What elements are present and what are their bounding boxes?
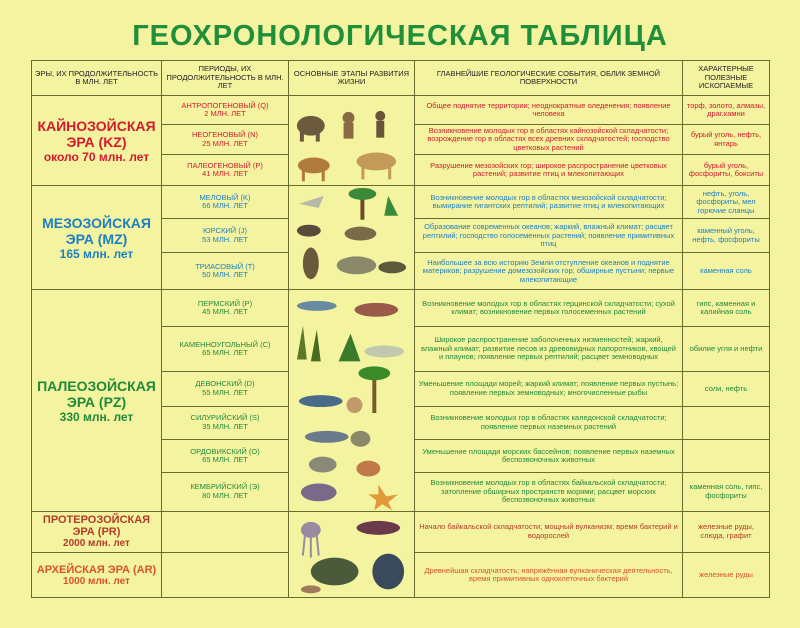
event-cell: Возникновение молодых гор в областях байкальской складчатости; затопление обширных пространств морями; расцвет морских беспозвоночных животных — [415, 472, 683, 511]
table-row — [32, 511, 770, 553]
period-cell — [162, 253, 289, 290]
header-minerals: ХАРАКТЕРНЫЕ ПОЛЕЗНЫЕ ИСКОПАЕМЫЕ — [683, 61, 770, 96]
event-cell: Древнейшая складчатость; напряжённая вулканическая деятельность, время примитивных одноклеточных бактерий — [415, 553, 683, 598]
period-name: НЕОГЕНОВЫЙ (N) — [191, 130, 259, 140]
period-duration: 25 МЛН. ЛЕТ — [202, 138, 248, 148]
period-name: АНТРОПОГЕНОВЫЙ (Q) — [181, 100, 269, 110]
era-cell-proterozoic — [32, 511, 162, 553]
life-illustration-cenozoic — [289, 96, 415, 186]
period-duration: 65 МЛН. ЛЕТ — [202, 455, 248, 465]
era-cell-paleozoic — [32, 290, 162, 511]
period-duration: 66 МЛН. ЛЕТ — [202, 201, 248, 211]
event-cell: Широкое распространение заболоченных низменностей; жаркий, влажный климат; развитие лесов из древовидных папоротников, хвощей и плаунов; появление первых рептилий; расцвет земноводных — [415, 327, 683, 372]
minerals-cell: железные руды — [683, 553, 770, 598]
period-name: КЕМБРИЙСКИЙ (Э) — [190, 482, 260, 492]
period-cell — [162, 440, 289, 473]
era-duration: около 70 млн. лет — [43, 149, 150, 164]
period-name: ЮРСКИЙ (J) — [203, 226, 247, 236]
minerals-cell: каменная соль, гипс, фосфориты — [683, 472, 770, 511]
event-cell: Образование современных океанов; жаркий, влажный климат; расцвет рептилий; господство голосеменных растений; появление примитивных птиц — [415, 219, 683, 253]
event-cell: Разрушение мезозойских гор; широкое распространение цветковых растений; развитие птиц и млекопитающих — [415, 155, 683, 186]
header-life: ОСНОВНЫЕ ЭТАПЫ РАЗВИТИЯ ЖИЗНИ — [289, 61, 415, 96]
minerals-cell: железные руды, слюда, графит — [683, 511, 770, 553]
minerals-cell: каменный уголь, нефть, фосфориты — [683, 219, 770, 253]
event-cell: Возникновение молодых гор в областях герцинской складчатости; сухой климат; возникновение первых голосеменных растений — [415, 290, 683, 327]
event-cell: Наибольшее за всю историю Земли отступление океанов и поднятие материков; разрушение домезозойских гор; обширные пустыни; первые млекопитающие — [415, 253, 683, 290]
period-duration: 65 МЛН. ЛЕТ — [202, 348, 248, 358]
period-cell — [162, 290, 289, 327]
era-duration: 330 млн. лет — [59, 409, 134, 424]
table-row — [32, 186, 770, 219]
era-name: ПАЛЕОЗОЙСКАЯ ЭРА (PZ) — [37, 377, 156, 410]
era-name: МЕЗОЗОЙСКАЯ ЭРА (MZ) — [42, 214, 151, 247]
minerals-cell: соли, нефть — [683, 371, 770, 406]
minerals-cell: гипс, каменная и калийная соль — [683, 290, 770, 327]
minerals-cell: торф, золото, алмазы, драг.камни — [683, 96, 770, 125]
minerals-cell: обилие угля и нефти — [683, 327, 770, 372]
period-duration: 53 МЛН. ЛЕТ — [202, 234, 248, 244]
table-row — [32, 96, 770, 125]
geochronological-table — [31, 60, 770, 598]
period-cell — [162, 96, 289, 125]
era-duration: 2000 млн. лет — [63, 538, 130, 550]
life-illustration-precambrian — [289, 511, 415, 597]
period-name: ТРИАСОВЫЙ (T) — [195, 261, 255, 271]
period-name: ОРДОВИКСКИЙ (O) — [190, 446, 260, 456]
minerals-cell — [683, 406, 770, 440]
period-name: МЕЛОВЫЙ (K) — [199, 192, 251, 202]
era-name: ПРОТЕРОЗОЙСКАЯ ЭРА (PR) — [42, 514, 151, 539]
era-duration: 1000 млн. лет — [63, 575, 130, 587]
event-cell: Возникновение молодых гор в областях мезозойской складчатости; вымирание гигантских рептилий; развитие птиц и млекопитающих — [415, 186, 683, 219]
period-name: ПАЛЕОГЕНОВЫЙ (P) — [187, 160, 263, 170]
life-illustration-mesozoic — [289, 186, 415, 290]
event-cell: Уменьшение площади морских бассейнов; появление первых наземных беспозвоночных животных — [415, 440, 683, 473]
minerals-cell — [683, 440, 770, 473]
period-cell-empty — [162, 553, 289, 598]
event-cell: Начало байкальской складчатости; мощный вулканизм; время бактерий и водорослей — [415, 511, 683, 553]
era-name: АРХЕЙСКАЯ ЭРА (AR) — [36, 563, 157, 576]
period-cell — [162, 155, 289, 186]
era-name: КАЙНОЗОЙСКАЯ ЭРА (KZ) — [37, 117, 156, 150]
event-cell: Возникновение молодых гор в областях каледонской складчатости; появление первых наземных растений — [415, 406, 683, 440]
minerals-cell: нефть, уголь, фосфориты, мел горючие сланцы — [683, 186, 770, 219]
period-duration: 45 МЛН. ЛЕТ — [202, 307, 248, 317]
period-cell — [162, 406, 289, 440]
era-cell-archean — [32, 553, 162, 598]
event-cell: Общее поднятие территории; неоднократные оледенения; появление человека — [415, 96, 683, 125]
event-cell: Возникновение молодых гор в областях кайнозойской складчатости; возрождение гор в областях всех древних складчатостей; господство цветковых растений — [415, 125, 683, 155]
page-title: ГЕОХРОНОЛОГИЧЕСКАЯ ТАБЛИЦА — [132, 20, 668, 52]
period-duration: 41 МЛН. ЛЕТ — [202, 169, 248, 179]
period-name: ДЕВОНСКИЙ (D) — [195, 379, 255, 389]
period-duration: 2 МЛН. ЛЕТ — [204, 109, 246, 119]
period-cell — [162, 125, 289, 155]
era-cell-cenozoic — [32, 96, 162, 186]
period-duration: 35 МЛН. ЛЕТ — [202, 421, 248, 431]
minerals-cell: каменная соль — [683, 253, 770, 290]
header-eras: ЭРЫ, ИХ ПРОДОЛЖИТЕЛЬНОСТЬ В МЛН. ЛЕТ — [32, 61, 162, 96]
header-events: ГЛАВНЕЙШИЕ ГЕОЛОГИЧЕСКИЕ СОБЫТИЯ, ОБЛИК ЗЕМНОЙ ПОВЕРХНОСТИ — [415, 61, 683, 96]
period-name: ПЕРМСКИЙ (P) — [197, 298, 253, 308]
period-cell-empty — [162, 511, 289, 553]
period-name: КАМЕННОУГОЛЬНЫЙ (C) — [179, 339, 271, 349]
life-illustration-paleozoic — [289, 290, 415, 511]
era-cell-mesozoic — [32, 186, 162, 290]
period-duration: 50 МЛН. ЛЕТ — [202, 270, 248, 280]
header-row — [32, 61, 770, 96]
period-duration: 80 МЛН. ЛЕТ — [202, 490, 248, 500]
period-cell — [162, 186, 289, 219]
period-cell — [162, 472, 289, 511]
period-cell — [162, 371, 289, 406]
period-cell — [162, 219, 289, 253]
minerals-cell: бурый уголь, нефть, янтарь — [683, 125, 770, 155]
era-duration: 165 млн. лет — [59, 246, 134, 261]
period-name: СИЛУРИЙСКИЙ (S) — [190, 413, 260, 423]
period-cell — [162, 327, 289, 372]
header-periods: ПЕРИОДЫ, ИХ ПРОДОЛЖИТЕЛЬНОСТЬ В МЛН. ЛЕТ — [162, 61, 289, 96]
table-row — [32, 290, 770, 327]
event-cell: Уменьшение площади морей; жаркий климат; появление первых пустынь; появление первых земноводных; многочисленные рыбы — [415, 371, 683, 406]
period-duration: 55 МЛН. ЛЕТ — [202, 387, 248, 397]
minerals-cell: бурый уголь, фосфориты, бокситы — [683, 155, 770, 186]
